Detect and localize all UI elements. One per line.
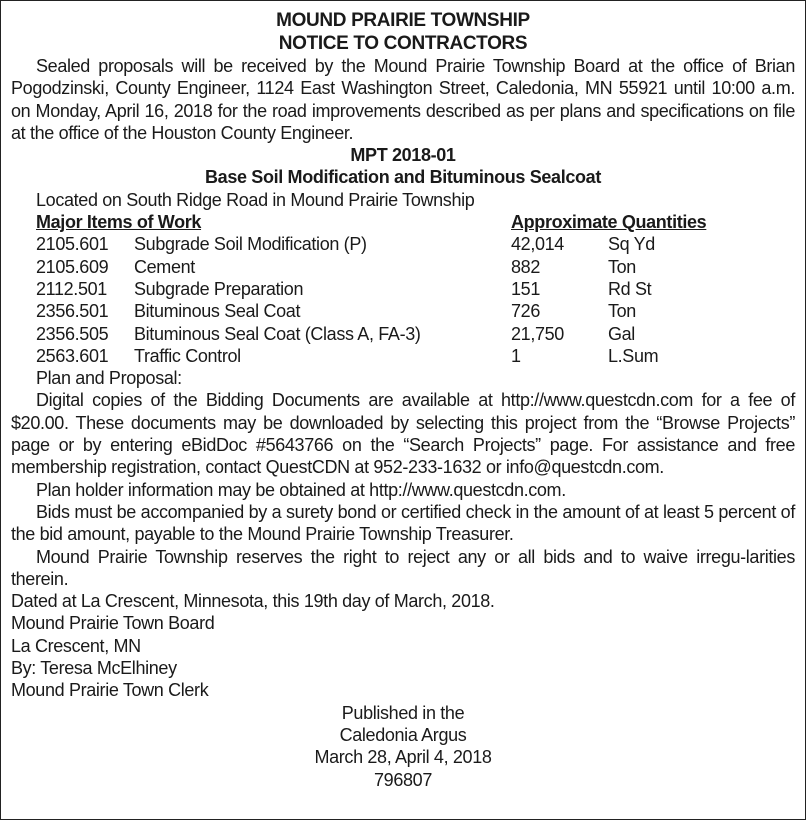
pub-line: Caledonia Argus: [339, 724, 467, 745]
legal-notice: [11, 9, 795, 791]
cell-unit: Ton: [608, 301, 636, 322]
reserve-paragraph: Mound Prairie Township reserves the right to reject any or all bids and to waive irregu-larities therein.: [11, 546, 795, 589]
bids-paragraph: Bids must be accompanied by a surety bond or certified check in the amount of at least 5 percent of the bid amount, payable to the Mound Prairie Township Treasurer.: [11, 501, 795, 545]
pub-line: Published in the: [341, 702, 465, 723]
cell-code: 2563.601: [36, 345, 109, 366]
cell-desc: Cement: [134, 256, 195, 277]
table-row: [11, 300, 795, 322]
intro-paragraph: Sealed proposals will be received by the Mound Prairie Township Board at the office of Brian Pogodzinski, County Engineer, 1124 East Washington Street, Caledonia, MN 55921 until 10:00 a.m. on Monday, April 16, 2018 for the road improvements described as per plans and specifications on file at the office of the Houston County Engineer.: [11, 56, 795, 143]
pub-line: 796807: [374, 769, 432, 790]
title-township: MOUND PRAIRIE TOWNSHIP: [276, 10, 530, 31]
cell-code: 2356.501: [36, 301, 109, 322]
items-table-header: [11, 211, 795, 233]
location: Located on South Ridge Road in Mound Prairie Township: [36, 189, 475, 210]
cell-code: 2112.501: [36, 278, 107, 299]
cell-qty: 882: [511, 256, 540, 277]
publication-block: [11, 702, 795, 791]
title-notice: NOTICE TO CONTRACTORS: [278, 33, 528, 54]
cell-unit: Ton: [608, 256, 636, 277]
cell-desc: Traffic Control: [134, 345, 241, 366]
cell-qty: 42,014: [511, 234, 564, 255]
sig-line: By: Teresa McElhiney: [11, 658, 177, 679]
cell-qty: 21,750: [511, 323, 564, 344]
header-items: Major Items of Work: [36, 212, 202, 233]
plan-heading: Plan and Proposal:: [36, 368, 182, 389]
cell-unit: L.Sum: [608, 345, 659, 366]
cell-desc: Bituminous Seal Coat (Class A, FA-3): [134, 323, 421, 344]
sig-line: La Crescent, MN: [11, 635, 141, 656]
cell-qty: 726: [511, 301, 540, 322]
header-quantities: Approximate Quantities: [511, 212, 707, 233]
sig-line: Mound Prairie Town Clerk: [11, 680, 209, 701]
cell-code: 2105.601: [36, 234, 109, 255]
cell-unit: Sq Yd: [608, 234, 655, 255]
sig-line: Mound Prairie Town Board: [11, 613, 215, 634]
cell-qty: 1: [511, 345, 521, 366]
items-table: [11, 233, 795, 367]
project-name: Base Soil Modification and Bituminous Sealcoat: [205, 167, 601, 188]
plan-holder-paragraph: Plan holder information may be obtained at http://www.questcdn.com.: [36, 479, 566, 500]
pub-line: March 28, April 4, 2018: [314, 747, 492, 768]
table-row: [11, 256, 795, 278]
cell-code: 2356.505: [36, 323, 109, 344]
table-row: [11, 233, 795, 255]
cell-desc: Bituminous Seal Coat: [134, 301, 301, 322]
signature-block: [11, 612, 795, 701]
cell-code: 2105.609: [36, 256, 109, 277]
cell-unit: Gal: [608, 323, 635, 344]
cell-qty: 151: [511, 278, 540, 299]
cell-desc: Subgrade Preparation: [134, 278, 304, 299]
project-number: MPT 2018-01: [350, 145, 456, 166]
cell-desc: Subgrade Soil Modification (P): [134, 234, 367, 255]
cell-unit: Rd St: [608, 278, 652, 299]
table-row: [11, 323, 795, 345]
digital-copies-paragraph: Digital copies of the Bidding Documents are available at http://www.questcdn.com for a fee of $20.00. These documents may be downloaded by selecting this project from the “Browse Projects” page or by entering eBidDoc #5643766 on the “Search Projects” page. For assistance and free membership registration, contact QuestCDN at 952-233-1632 or info@questcdn.com.: [11, 390, 795, 478]
table-row: [11, 345, 795, 367]
dated-line: Dated at La Crescent, Minnesota, this 19th day of March, 2018.: [11, 591, 495, 612]
table-row: [11, 278, 795, 300]
